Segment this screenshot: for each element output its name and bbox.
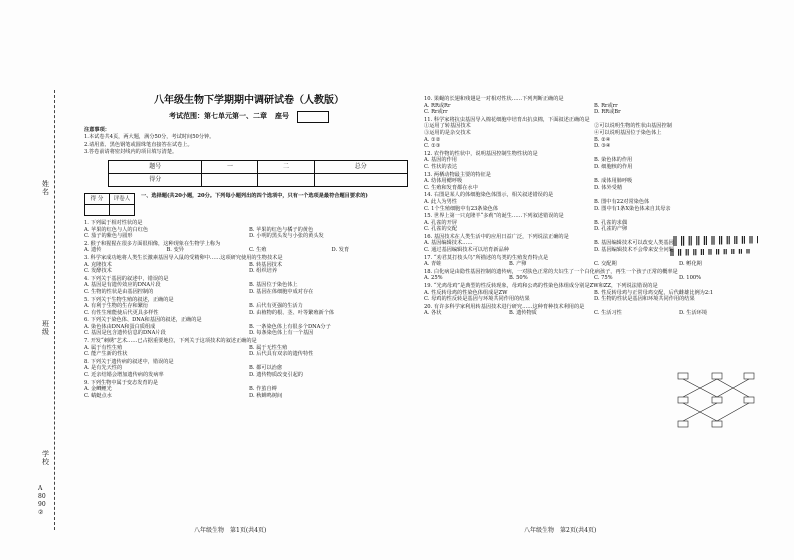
answer-option[interactable]: D. 生物的性状是基因和环境共同作用的结果 (594, 296, 695, 303)
answer-option[interactable]: C. 近亲结婚会增加遗传病的发病率 (84, 372, 164, 379)
answer-option[interactable]: A. 有利于生物的生存和繁衍 (84, 303, 149, 310)
answer-option[interactable]: B. 50% (509, 275, 528, 282)
answer-option[interactable]: C. 基因是包含遗传信息的DNA片段 (84, 330, 166, 337)
seat-label: 座号 (275, 111, 289, 121)
exam-scope (84, 111, 414, 123)
answer-option[interactable]: A. 性反转母鸡的性染色体组成是ZW (424, 289, 508, 296)
answer-option[interactable]: D. 小明的黑头发与小张的黄头发 (249, 233, 324, 240)
question-stem: 9. 下列生物中属于变态发育的是 (84, 379, 159, 386)
score-input[interactable] (202, 173, 258, 186)
question-stem: 16. 基因技术在人类生活中的应用日益广泛，下列说法正确的是 (424, 233, 569, 240)
answer-option[interactable]: B. 一条染色体上有很多个DNA分子 (249, 323, 331, 330)
answer-option[interactable]: D. 遗传物质改变引起的 (249, 372, 303, 379)
answer-option[interactable]: C. 1个生殖细胞中有23条染色体 (424, 205, 499, 212)
question-stem: 8. 下列关于遗传病的叙述中，错误的是 (84, 358, 174, 365)
score-cell: 二 (258, 160, 314, 173)
question-stem: 12. 农作物的性状中，说明基因控制生物性状的是 (424, 150, 538, 157)
answer-option[interactable]: A. 苹果的红色与人的白红色 (84, 226, 149, 233)
answer-option[interactable]: ①运用了转基因技术 (424, 123, 471, 130)
answer-option[interactable]: B. 基因位于染色体上 (249, 282, 298, 289)
answer-option[interactable]: C. 生殖和发育都在水中 (424, 184, 478, 191)
answer-option[interactable]: ③运用的是杂交技术 (424, 129, 471, 136)
question-options (424, 220, 764, 233)
answer-option[interactable]: B. Rr或rr (594, 102, 618, 109)
answer-option[interactable]: A. 遗传 (84, 247, 102, 254)
question-stem: 15. 世界上第一只克隆羊“多莉”的诞生……下列叙述错误的是 (424, 213, 564, 220)
answer-option[interactable]: A. 青蛙 (424, 261, 442, 268)
answer-option[interactable]: C. 通过基因编辑技术可以培育新品种 (424, 247, 509, 254)
score-cell: 一 (202, 160, 258, 173)
score-cell: 得分 (109, 173, 202, 186)
question-options (84, 365, 414, 378)
question-options (84, 345, 414, 358)
footer-right: 八年级生物 第2页(共4页) (524, 527, 597, 534)
score-input[interactable] (314, 173, 407, 186)
answer-option[interactable]: B. 苹果的红色与橘子的黄色 (249, 226, 314, 233)
question-stem: 13. 两栖动物最主要的特征是 (424, 171, 491, 178)
answer-option[interactable]: D. 基因在体细胞中成对存在 (249, 288, 314, 295)
question-item (84, 338, 414, 358)
question-stem: 19. “光鸡母鸡”是典型的性反转现象，母鸡和公鸡的性染色体组成分别是ZW和ZZ，下列说法错误的是 (424, 283, 658, 290)
answer-option[interactable]: B. 变异 (166, 247, 184, 254)
question-stem: 6. 下列关于染色体、DNA和基因的叙述，正确的是 (84, 317, 202, 324)
question-item (84, 220, 414, 240)
answer-option[interactable]: B. 基因编辑技术可以改变人类基因 (594, 240, 674, 247)
score-table (108, 160, 408, 187)
question-item (424, 96, 764, 116)
side-label-name: 姓名 (42, 180, 49, 196)
side-label-code: A8090② (38, 485, 46, 516)
answer-option[interactable]: A. 25% (424, 275, 443, 282)
answer-option[interactable]: B. 属于无性生殖 (249, 344, 288, 351)
answer-option[interactable]: B. 产卵 (509, 261, 527, 268)
footer-left: 八年级生物 第1页(共4页) (194, 527, 267, 534)
answer-option[interactable]: C. 发酵技术 (84, 268, 112, 275)
answer-option[interactable]: C. 交配期 (594, 261, 617, 268)
question-options (424, 123, 764, 149)
question-stem: 7. 开发“刺绣”艺术……已占据重要地位，下列关于这项技术的叙述正确的是 (84, 338, 257, 345)
answer-option[interactable]: C. 生物的性状是由基因控制的 (84, 288, 154, 295)
notes-header: 注意事项： (84, 126, 110, 133)
question-options (84, 262, 414, 275)
seat-box[interactable] (297, 111, 329, 123)
exam-title: 八年级生物下学期期中调研试卷（人教版） (154, 95, 344, 106)
answer-option[interactable]: C. 生殖 (249, 247, 267, 254)
question-options (84, 247, 414, 254)
question-options (424, 157, 764, 170)
question-stem: 20. 有许多科学家利用转基因技术进行研究……这种育种技术利用的是 (424, 303, 585, 310)
scope-text: 考试范围：第七单元第一、二章 (169, 111, 267, 121)
answer-option[interactable]: A. 各状 (424, 310, 442, 317)
question-stem: 18. 白化病是由隐性基因控制的遗传病，一对肤色正常的夫妇生了一个白化病孩子，再生一个孩子正常的概率是 (424, 268, 678, 275)
answer-option[interactable]: D. 生活环境 (679, 310, 708, 317)
answer-option[interactable]: B. 后代有更强的生活力 (249, 303, 303, 310)
seal-line (54, 90, 55, 530)
note-item: 1.本试卷共4页，两大题，满分50分，考试时间50分钟。 (84, 134, 215, 141)
question-options (424, 199, 764, 212)
section-instructions: 一、选择题(共20小题，20分。下列每小题列出的四个选项中，只有一个选项是最符合题目要求的) (141, 192, 368, 199)
answer-option[interactable]: B. 都可以治愈 (249, 365, 283, 372)
score-cell: 题号 (109, 160, 202, 173)
question-item (84, 297, 414, 317)
answer-option[interactable]: D. 由植物的根、茎、叶等繁殖新个体 (249, 309, 335, 316)
right-questions (424, 96, 764, 317)
right-column (424, 95, 764, 534)
answer-option[interactable]: ②可以说明生物的性状由基因控制 (594, 123, 672, 130)
question-item (84, 380, 414, 400)
question-item (424, 304, 764, 317)
answer-option[interactable]: D. 秋蝉鸣树间 (249, 392, 283, 399)
note-item: 3.答卷前请将密封线内的项目填写清楚。 (84, 149, 178, 156)
question-stem: 5. 下列关于生物生殖的叙述，正确的是 (84, 296, 174, 303)
answer-option[interactable]: D. 细胞核的作用 (594, 163, 633, 170)
question-options (424, 178, 764, 191)
question-item (424, 117, 764, 150)
grader-table (84, 193, 135, 216)
answer-option[interactable]: A. 此人为男性 (424, 198, 457, 205)
answer-option[interactable]: A. 克隆技术 (84, 261, 112, 268)
left-column (84, 92, 414, 534)
answer-option[interactable]: D. 基因编辑技术不会带来安全问题 (594, 247, 674, 254)
question-item (424, 269, 764, 282)
answer-option[interactable]: D. 孵化期 (679, 261, 702, 268)
note-item: 2.请用蓝、黑色钢笔或圆珠笔直接答在试卷上。 (84, 141, 193, 148)
question-stem: 2. 猴子和猩猩在很多方面很相像，这种现象在生物学上称为 (84, 240, 221, 247)
question-stem: 4. 下列关于基因的叙述中，错误的是 (84, 275, 169, 282)
pedigree-figure (672, 367, 760, 431)
question-options (424, 103, 764, 116)
answer-option[interactable]: D. 100% (679, 275, 702, 282)
answer-option[interactable]: C. 孔雀的交配 (424, 226, 458, 233)
answer-option[interactable]: A. 幼体用鳃呼吸 (424, 178, 463, 185)
answer-option[interactable]: D. 体外受精 (594, 184, 623, 191)
answer-option[interactable]: B. 孔雀的求偶 (594, 219, 628, 226)
answer-option[interactable]: B. 作茧自缚 (249, 386, 277, 393)
answer-option[interactable]: A. 是有先天性的 (84, 365, 123, 372)
answer-option[interactable]: D. 发育 (331, 247, 350, 254)
answer-option[interactable]: B. 成体用肺呼吸 (594, 178, 633, 185)
answer-option[interactable]: A. 孔雀的开屏 (424, 219, 457, 226)
side-label-school: 学校 (42, 450, 49, 466)
grader-cell: 得 分 (85, 193, 110, 204)
question-stem: 10. 果蝇的长翅和残翅是一对相对性状……下列判断正确的是 (424, 96, 564, 102)
question-item (84, 317, 414, 337)
left-questions (84, 220, 414, 399)
answer-option[interactable]: C. 能产生新的性状 (84, 351, 128, 358)
side-label-class: 班级 (42, 320, 49, 336)
question-options (84, 303, 414, 316)
answer-option[interactable]: A. 基因编辑技术…… (424, 240, 473, 247)
question-item (84, 359, 414, 379)
answer-option[interactable]: A. 基因是有遗传效应的DNA片段 (84, 282, 161, 289)
answer-option[interactable]: C. 母鸡的性反转是基因与环境共同作用的结果 (424, 296, 530, 303)
question-item (424, 213, 764, 233)
question-stem: 17. “劝君莫打枝头鸟”所描述的鸟类的生殖发育特点是 (424, 254, 549, 261)
answer-option[interactable]: A. 染色体由DNA和蛋白质组成 (84, 323, 156, 330)
answer-option[interactable]: A. 属于有性生殖 (84, 344, 123, 351)
answer-option[interactable]: A. 金鲫鲤光 (84, 386, 112, 393)
answer-option[interactable]: C. 75% (594, 275, 613, 282)
question-stem: 11. 科学家将抗虫基因导入棉花细胞中培育出抗虫棉，下面叙述正确的是 (424, 116, 590, 123)
answer-option[interactable]: B. 染色体的作用 (594, 157, 633, 164)
answer-option[interactable]: B. 图中有22对常染色体 (594, 198, 650, 205)
answer-option[interactable]: D. ③④ (594, 143, 611, 150)
question-stem: 3. 科学家成功地将人类生长激素基因导入鼠的受精卵中……这项研究使用的生物技术是 (84, 254, 283, 261)
answer-option[interactable]: A. 基因的作用 (424, 157, 457, 164)
answer-option[interactable]: D. 每条染色体上有一个基因 (249, 330, 314, 337)
question-item (424, 192, 764, 212)
section-header (84, 193, 414, 216)
question-item (424, 283, 764, 303)
answer-option[interactable]: ④可以说明基因位于染色体上 (594, 129, 662, 136)
question-options (84, 282, 414, 295)
answer-option[interactable]: C. 有性生殖能使后代更具多样性 (84, 309, 159, 316)
answer-option[interactable]: B. 性反转母鸡与正常母鸡交配，后代雌雄比例为2:1 (594, 289, 714, 296)
answer-option[interactable]: A. ①② (424, 136, 441, 143)
question-item (84, 276, 414, 296)
answer-option[interactable]: D. 孔雀的产卵 (594, 226, 628, 233)
answer-option[interactable]: C. 性状的表达 (424, 163, 458, 170)
answer-option[interactable]: C. 蜻蜓点水 (84, 392, 112, 399)
question-options (84, 227, 414, 240)
question-options (424, 290, 764, 303)
answer-option[interactable]: D. 图中有1条X染色体来自其母亲 (594, 205, 671, 212)
score-cell: 总分 (314, 160, 407, 173)
answer-option[interactable]: D. RR或Br (594, 109, 621, 116)
question-options (424, 310, 764, 317)
answer-option[interactable]: B. 遗传物质 (509, 310, 537, 317)
question-options (84, 386, 414, 399)
score-input[interactable] (258, 173, 314, 186)
question-item (424, 151, 764, 171)
answer-option[interactable]: B. 转基因技术 (249, 261, 283, 268)
grader-input[interactable] (85, 204, 110, 215)
notes (84, 127, 414, 156)
question-stem: 1. 下列属于相对性状的是 (84, 219, 143, 226)
answer-option[interactable]: D. 组织培养 (249, 268, 278, 275)
answer-option[interactable]: C. ①③ (424, 143, 441, 150)
answer-option[interactable]: C. Rr或rr (424, 109, 448, 116)
question-options (424, 261, 764, 268)
answer-option[interactable]: D. 后代具有双亲的遗传特性 (249, 351, 314, 358)
answer-option[interactable]: C. 茄子的紫色与圆形 (84, 233, 133, 240)
question-item (84, 241, 414, 254)
karyotype-figure (668, 234, 758, 262)
question-item (84, 255, 414, 275)
question-options (84, 324, 414, 337)
answer-option[interactable]: A. RR或Rr (424, 102, 451, 109)
grader-input[interactable] (110, 204, 135, 215)
question-item (424, 172, 764, 192)
binding-margin (40, 90, 60, 530)
answer-option[interactable]: B. ②④ (594, 136, 611, 143)
grader-cell: 评卷人 (110, 193, 135, 204)
question-options (424, 275, 764, 282)
question-stem: 14. 右图是某人的体细胞染色体图示，相关叙述错误的是 (424, 192, 554, 199)
answer-option[interactable]: C. 生活习性 (594, 310, 622, 317)
